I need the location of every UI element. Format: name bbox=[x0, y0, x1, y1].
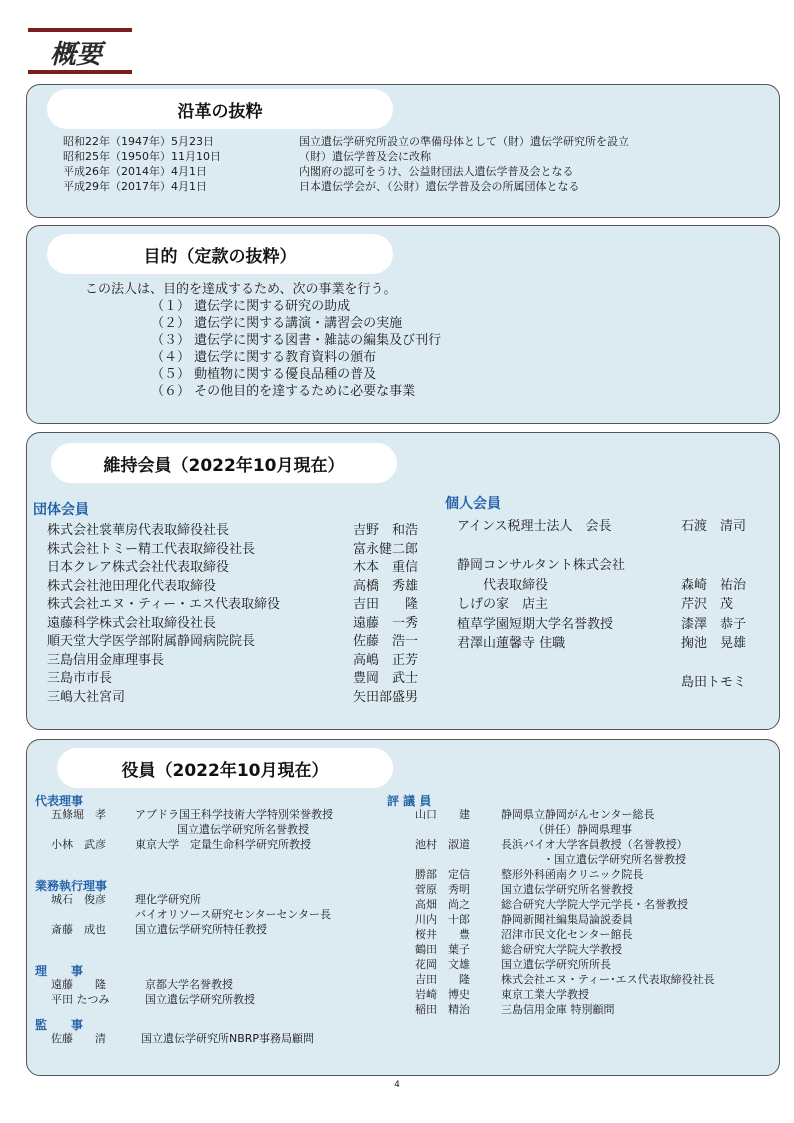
individual-member-org: 代表取締役 bbox=[457, 577, 549, 593]
group-member-name: 矢田部盛男 bbox=[353, 689, 419, 705]
officer-role: 京都大学名誉教授 bbox=[145, 978, 233, 991]
officer-role: 東京工業大学教授 bbox=[501, 988, 589, 1001]
page-heading bbox=[28, 28, 132, 74]
page-title: 概要 bbox=[50, 40, 103, 70]
officer-role: 国立遺伝学研究所所長 bbox=[501, 958, 611, 971]
history-panel bbox=[26, 84, 780, 218]
individual-member-name: 石渡 清司 bbox=[681, 519, 747, 534]
purpose-panel bbox=[26, 225, 780, 424]
history-date: 平成26年（2014年）4月1日 bbox=[63, 165, 207, 178]
purpose-item: （６） その他目的を達するために必要な事業 bbox=[151, 384, 416, 399]
officer-name: 城石 俊彦 bbox=[51, 893, 106, 906]
page-number: 4 bbox=[394, 1080, 400, 1090]
director-label-heading: 理 事 bbox=[35, 964, 84, 978]
officer-role: （併任）静岡県理事 bbox=[533, 823, 632, 836]
purpose-item: （２） 遺伝学に関する講演・講習会の実施 bbox=[151, 316, 403, 331]
purpose-item: （１） 遺伝学に関する研究の助成 bbox=[151, 299, 351, 314]
group-member-name: 富永健二郎 bbox=[353, 541, 419, 557]
officer-name: 桜井 豊 bbox=[415, 928, 470, 941]
purpose-item: （３） 遺伝学に関する図書・雑誌の編集及び刊行 bbox=[151, 333, 442, 348]
officer-name: 岩崎 博史 bbox=[415, 988, 470, 1001]
individual-member-org: 植草学園短期大学名誉教授 bbox=[457, 616, 614, 632]
individual-member-org: アインス税理士法人 会長 bbox=[457, 519, 612, 534]
officer-role: 長浜バイオ大学客員教授（名誉教授） bbox=[501, 838, 688, 851]
officer-role: 東京大学 定量生命科学研究所教授 bbox=[135, 838, 311, 851]
group-member-name: 木本 重信 bbox=[353, 560, 419, 575]
officer-role: 国立遺伝学研究所NBRP事務局顧問 bbox=[141, 1032, 315, 1045]
history-date: 昭和25年（1950年）11月10日 bbox=[63, 150, 221, 163]
officer-name: 高畑 尚之 bbox=[415, 898, 470, 911]
officer-name: 佐藤 清 bbox=[51, 1032, 106, 1045]
group-member-org: 遠藤科学株式会社取締役社長 bbox=[47, 615, 217, 631]
rep-label-heading: 代表理事 bbox=[35, 794, 84, 808]
group-member-name: 高嶋 正芳 bbox=[353, 652, 419, 668]
officer-name: 斎藤 成也 bbox=[51, 923, 106, 936]
group-member-org: 順天堂大学医学部附属静岡病院院長 bbox=[47, 634, 256, 649]
officers-title: 役員（2022年10月現在） bbox=[57, 748, 393, 788]
individual-members-heading: 個人会員 bbox=[445, 496, 501, 512]
individual-member-org: しげの家 店主 bbox=[457, 597, 549, 612]
officer-name: 花岡 文雄 bbox=[415, 958, 470, 971]
individual-member-name: 芹沢 茂 bbox=[681, 597, 734, 612]
auditor-label-heading: 監 事 bbox=[35, 1018, 84, 1032]
group-member-org: 三島信用金庫理事長 bbox=[47, 652, 165, 668]
officer-role: 沼津市民文化センター館長 bbox=[501, 928, 633, 941]
officer-role: 理化学研究所 bbox=[135, 893, 201, 906]
individual-member-name: 島田トモミ bbox=[681, 675, 747, 690]
officer-name: 勝部 定信 bbox=[415, 868, 470, 881]
history-event: 国立遺伝学研究所設立の準備母体として（財）遺伝学研究所を設立 bbox=[299, 135, 629, 148]
individual-member-name: 漆澤 恭子 bbox=[681, 616, 747, 632]
officer-role: 静岡新聞社編集局論説委員 bbox=[501, 913, 633, 926]
officer-name: 稲田 精治 bbox=[415, 1003, 470, 1016]
officer-role: アブドラ国王科学技術大学特別栄誉教授 bbox=[135, 808, 333, 821]
group-member-org: 株式会社トミー精工代表取締役社長 bbox=[47, 541, 256, 557]
officer-role: 総合研究大学院大学教授 bbox=[501, 943, 622, 956]
officer-role: バイオリソース研究センターセンター長 bbox=[135, 908, 332, 921]
officer-name: 平田 たつみ bbox=[51, 993, 110, 1006]
group-member-name: 吉野 和浩 bbox=[353, 523, 419, 538]
group-member-org: 日本クレア株式会社代表取締役 bbox=[47, 560, 230, 575]
officer-role: ・国立遺伝学研究所名誉教授 bbox=[543, 853, 686, 866]
officers-panel bbox=[26, 739, 780, 1076]
officer-role: 株式会社エヌ・ティー･エス代表取締役社長 bbox=[501, 973, 715, 986]
officer-role: 整形外科函南クリニック院長 bbox=[501, 868, 644, 881]
officer-name: 遠藤 隆 bbox=[51, 978, 106, 991]
group-member-name: 佐藤 浩一 bbox=[353, 634, 419, 649]
officer-name: 吉田 隆 bbox=[415, 973, 470, 986]
history-event: 内閣府の認可をうけ、公益財団法人遺伝学普及会となる bbox=[299, 165, 574, 178]
group-member-org: 株式会社エヌ・ティー・エス代表取締役 bbox=[47, 597, 280, 612]
individual-member-org: 君澤山蓮馨寺 住職 bbox=[457, 636, 566, 651]
individual-member-name: 森崎 祐治 bbox=[681, 577, 747, 593]
officer-name: 小林 武彦 bbox=[51, 838, 106, 851]
purpose-title: 目的（定款の抜粋） bbox=[47, 234, 393, 274]
group-member-org: 三嶋大社宮司 bbox=[47, 689, 126, 705]
history-date: 平成29年（2017年）4月1日 bbox=[63, 180, 207, 193]
group-member-org: 三島市市長 bbox=[47, 671, 113, 686]
officer-name: 五條堀 孝 bbox=[51, 808, 106, 821]
individual-member-org: 静岡コンサルタント株式会社 bbox=[457, 558, 625, 573]
exec-label-heading: 業務執行理事 bbox=[35, 879, 108, 893]
officer-role: 静岡県立静岡がんセンター総長 bbox=[501, 808, 655, 821]
heading-rule-bottom bbox=[28, 70, 132, 74]
group-member-org: 株式会社池田理化代表取締役 bbox=[47, 578, 217, 594]
officer-name: 鶴田 葉子 bbox=[415, 943, 470, 956]
members-title: 維持会員（2022年10月現在） bbox=[51, 443, 397, 483]
history-date: 昭和22年（1947年）5月23日 bbox=[63, 135, 214, 148]
purpose-item: （５） 動植物に関する優良品種の普及 bbox=[151, 367, 377, 382]
officer-role: 総合研究大学院大学元学長・名誉教授 bbox=[501, 898, 688, 911]
history-event: 日本遺伝学会が、（公財）遺伝学普及会の所属団体となる bbox=[299, 180, 580, 193]
history-title: 沿革の抜粋 bbox=[47, 89, 393, 129]
council-label-heading: 評 議 員 bbox=[387, 794, 432, 808]
purpose-item: （４） 遺伝学に関する教育資料の頒布 bbox=[151, 350, 377, 365]
officer-role: 国立遺伝学研究所特任教授 bbox=[135, 923, 267, 936]
history-event: （財）遺伝学普及会に改称 bbox=[299, 150, 431, 163]
officer-role: 国立遺伝学研究所教授 bbox=[145, 993, 255, 1006]
officer-role: 三島信用金庫 特別顧問 bbox=[501, 1003, 615, 1016]
officer-name: 菅原 秀明 bbox=[415, 883, 470, 896]
group-members-heading: 団体会員 bbox=[33, 502, 89, 518]
group-member-org: 株式会社裳華房代表取締役社長 bbox=[47, 523, 230, 538]
purpose-intro: この法人は、目的を達成するため、次の事業を行う。 bbox=[85, 282, 397, 297]
group-member-name: 遠藤 一秀 bbox=[353, 615, 419, 631]
officer-name: 川内 十郎 bbox=[415, 913, 470, 926]
officer-role: 国立遺伝学研究所名誉教授 bbox=[501, 883, 633, 896]
group-member-name: 吉田 隆 bbox=[353, 597, 419, 612]
officer-name: 山口 建 bbox=[415, 808, 470, 821]
officer-name: 池村 淑道 bbox=[415, 838, 470, 851]
officer-role: 国立遺伝学研究所名誉教授 bbox=[177, 823, 309, 836]
group-member-name: 豊岡 武士 bbox=[353, 671, 419, 686]
individual-member-name: 掬池 晃雄 bbox=[681, 636, 747, 651]
heading-rule-top bbox=[28, 28, 132, 32]
group-member-name: 高橋 秀雄 bbox=[353, 578, 419, 594]
members-panel bbox=[26, 432, 780, 730]
